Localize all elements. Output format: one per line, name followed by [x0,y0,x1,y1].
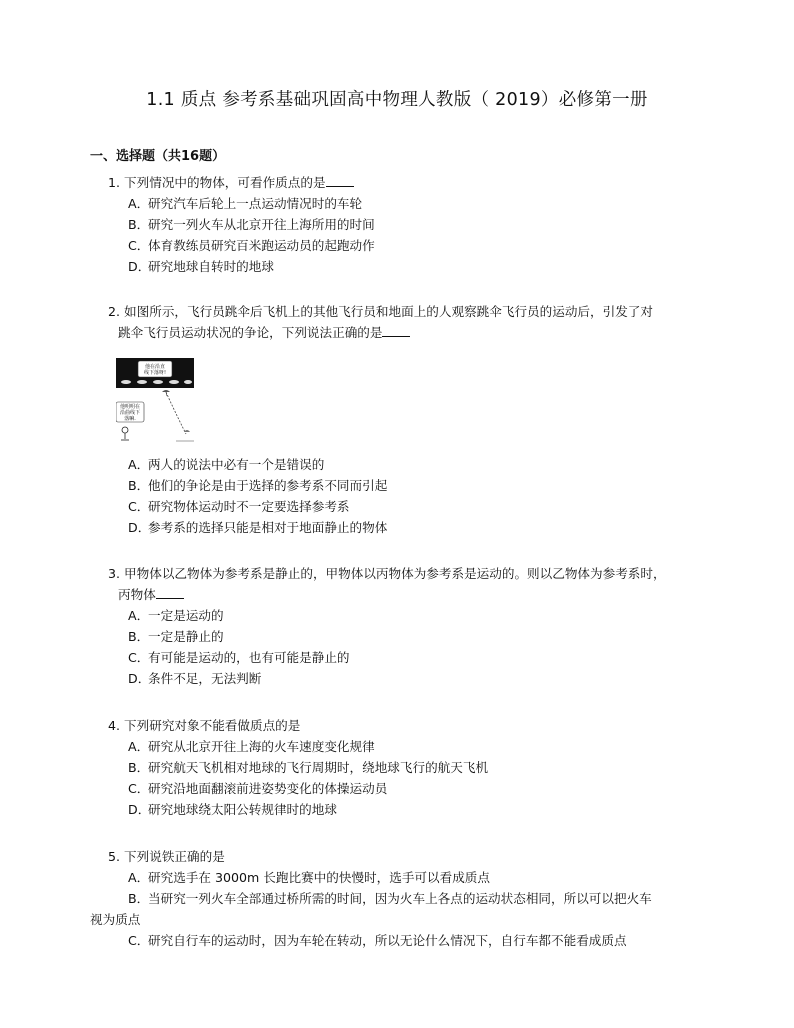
option-b: B．研究航天飞机相对地球的飞行周期时，绕地球飞行的航天飞机 [128,760,489,775]
question-4 [108,715,488,820]
question-stem: 5. 下列说铁正确的是 [108,849,225,864]
option-b-continued: 视为质点 [90,912,141,927]
option-a: A．研究选手在 3000m 长跑比赛中的快慢时，选手可以看成质点 [128,870,490,885]
option-a: A．两人的说法中必有一个是错误的 [128,457,325,472]
question-stem: 2. 如图所示，飞行员跳伞后飞机上的其他飞行员和地面上的人观察跳伞飞行员的运动后，引发了对 [108,304,653,319]
option-b: B．当研究一列火车全部通过桥所需的时间，因为火车上各点的运动状态相同，所以可以把火车 [128,891,652,906]
section-heading: 一、选择题（共16题） [90,149,226,164]
svg-text:落嘛.: 落嘛. [124,416,136,422]
option-c: C．研究沿地面翻滚前进姿势变化的体操运动员 [128,781,388,796]
question-5 [90,846,652,951]
option-a: A．研究汽车后轮上一点运动情况时的车轮 [128,196,363,211]
answer-blank [382,324,410,337]
option-c: C．研究自行车的运动时，因为车轮在转动，所以无论什么情况下，自行车都不能看成质点 [128,933,627,948]
question-stem: 4. 下列研究对象不能看做质点的是 [108,718,301,733]
speech-bubble-bottom: 他明明在 [119,404,141,410]
option-c: C．体育教练员研究百米跑运动员的起跑动作 [128,238,375,253]
question-1 [108,172,375,277]
question-stem: 3. 甲物体以乙物体为参考系是静止的，甲物体以丙物体为参考系是运动的。则以乙物体为参考系时， [108,566,666,581]
svg-text:线下落呀!: 线下落呀! [143,370,167,376]
option-d: D．条件不足，无法判断 [128,671,262,686]
question-3 [108,563,666,689]
question-stem: 1. 下列情况中的物体，可看作质点的是 [108,172,375,193]
answer-blank [156,586,184,599]
option-d: D．研究地球自转时的地球 [128,259,274,274]
parachute-illustration [116,358,194,442]
answer-blank [326,174,354,187]
option-a: A．研究从北京开往上海的火车速度变化规律 [128,739,375,754]
svg-text:沿曲线下: 沿曲线下 [119,410,141,416]
option-a: A．一定是运动的 [128,608,224,623]
question-stem-continued: 丙物体 [108,584,666,605]
question-stem-continued: 跳伞飞行员运动状况的争论，下列说法正确的是 [108,322,653,343]
option-b: B．一定是静止的 [128,629,224,644]
option-c: C．研究物体运动时不一定要选择参考系 [128,499,350,514]
option-b: B．研究一列火车从北京开往上海所用的时间 [128,217,375,232]
page-title: 1.1 质点 参考系基础巩固高中物理人教版（ 2019）必修第一册 [146,90,648,110]
parachute-figure-svg [116,358,194,442]
speech-bubble-top: 他在沿直 [144,364,166,370]
question-2 [108,301,653,343]
question-2-options [108,454,387,538]
option-d: D．参考系的选择只能是相对于地面静止的物体 [128,520,388,535]
option-b: B．他们的争论是由于选择的参考系不同而引起 [128,478,388,493]
option-c: C．有可能是运动的，也有可能是静止的 [128,650,350,665]
option-d: D．研究地球绕太阳公转规律时的地球 [128,802,337,817]
